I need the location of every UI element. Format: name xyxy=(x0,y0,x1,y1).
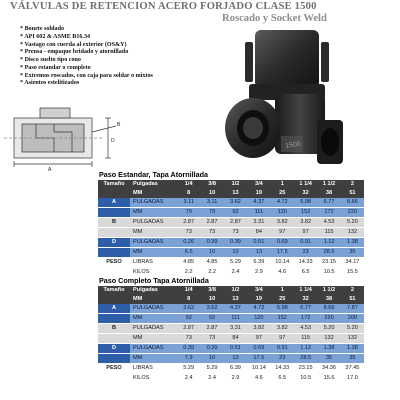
valve-cross-section-drawing xyxy=(0,104,130,172)
header-size-inch: 2 xyxy=(341,180,364,189)
table-cell: 97 xyxy=(271,228,294,238)
row-label xyxy=(98,314,130,324)
row-unit: PULGADAS xyxy=(130,304,177,314)
header-size-mm: 10 xyxy=(200,295,223,304)
table-cell: 1.38 xyxy=(341,238,364,248)
table-row xyxy=(98,354,364,364)
table-cell: 3.62 xyxy=(224,198,247,208)
header-blank xyxy=(98,295,130,304)
feature-item: * Extremos roscados, con caja para soldar o mixtos xyxy=(20,73,153,81)
table-cell: 73 xyxy=(224,228,247,238)
table-cell: 0.69 xyxy=(271,238,294,248)
header-size-mm: 13 xyxy=(224,189,247,198)
row-label: B xyxy=(98,218,130,228)
table-cell: 97 xyxy=(294,228,317,238)
row-label xyxy=(98,208,130,218)
table-cell: 4.85 xyxy=(200,258,223,268)
table-cell: 10 xyxy=(224,248,247,258)
table-cell: 84 xyxy=(224,334,247,344)
row-unit: MM xyxy=(130,228,177,238)
table-cell: 5.29 xyxy=(224,258,247,268)
table-cell: 73 xyxy=(177,334,200,344)
table-cell: 10 xyxy=(200,248,223,258)
row-unit: PULGADAS xyxy=(130,324,177,334)
table-cell: 172 xyxy=(294,314,317,324)
table-cell: 35 xyxy=(341,248,364,258)
table-cell: 3.11 xyxy=(200,198,223,208)
table-row xyxy=(98,258,364,268)
table-cell: 1.38 xyxy=(341,344,364,354)
row-unit: PULGADAS xyxy=(130,218,177,228)
row-unit: PULGADAS xyxy=(130,344,177,354)
table-cell: 4.6 xyxy=(271,268,294,278)
table-cell: 5.29 xyxy=(200,364,223,374)
header-size-mm: 51 xyxy=(341,189,364,198)
table-cell: 132 xyxy=(317,334,340,344)
table-cell: 37.45 xyxy=(341,364,364,374)
table-cell: 4.37 xyxy=(224,304,247,314)
table-cell: 2.87 xyxy=(177,218,200,228)
table-row xyxy=(98,218,364,228)
dimension-label-a: A xyxy=(48,167,52,172)
table-cell: 17.5 xyxy=(271,248,294,258)
row-unit: LIBRAS xyxy=(130,364,177,374)
table-cell: 5.20 xyxy=(341,324,364,334)
row-label: PESO xyxy=(98,364,130,374)
table-cell: 73 xyxy=(177,228,200,238)
row-label xyxy=(98,354,130,364)
feature-item: * API 602 & ASME B16.34 xyxy=(20,34,153,42)
header-inch-label: Pulgadas xyxy=(130,180,177,189)
header-size-label: Tamaño xyxy=(98,180,130,189)
header-size-inch: 1 1/4 xyxy=(294,286,317,295)
header-size-mm: 19 xyxy=(247,295,270,304)
row-unit: MM xyxy=(130,208,177,218)
table-cell: 1.12 xyxy=(317,238,340,248)
table-cell: 7.9 xyxy=(177,354,200,364)
row-label: D xyxy=(98,238,130,248)
table-row xyxy=(98,198,364,208)
header-size-inch: 1 1/2 xyxy=(317,180,340,189)
feature-item: * Paso estandar o completo xyxy=(20,65,153,73)
table-cell: 10 xyxy=(200,354,223,364)
table-row xyxy=(98,324,364,334)
table-cell: 28.5 xyxy=(317,248,340,258)
header-blank xyxy=(98,189,130,198)
table-cell: 0.91 xyxy=(271,344,294,354)
row-unit: MM xyxy=(130,248,177,258)
table-cell: 5.29 xyxy=(177,364,200,374)
table-cell: 3.31 xyxy=(224,324,247,334)
table-cell: 8.66 xyxy=(317,304,340,314)
table-header-row xyxy=(98,286,364,295)
header-size-inch: 1/4 xyxy=(177,180,200,189)
row-label: B xyxy=(98,324,130,334)
table-title-full: Paso Completo Tapa Atornillada xyxy=(99,276,209,285)
table-cell: 152 xyxy=(271,314,294,324)
table-cell: 13 xyxy=(247,248,270,258)
table-full-bore xyxy=(98,286,364,384)
header-size-inch: 1 xyxy=(271,180,294,189)
header-size-mm: 32 xyxy=(294,295,317,304)
header-size-mm: 51 xyxy=(341,295,364,304)
row-label: PESO xyxy=(98,258,130,268)
table-cell: 4.85 xyxy=(177,258,200,268)
table-cell: 2.87 xyxy=(200,218,223,228)
table-cell: 111 xyxy=(224,314,247,324)
table-header-row xyxy=(98,180,364,189)
table-cell: 10.5 xyxy=(317,268,340,278)
feature-list xyxy=(20,26,153,88)
table-row xyxy=(98,228,364,238)
table-row xyxy=(98,208,364,218)
table-cell: 220 xyxy=(341,208,364,218)
table-cell: 23.15 xyxy=(294,364,317,374)
table-cell: 6.39 xyxy=(224,364,247,374)
table-cell: 5.98 xyxy=(294,198,317,208)
row-label xyxy=(98,228,130,238)
table-cell: 132 xyxy=(341,334,364,344)
table-cell: 172 xyxy=(317,208,340,218)
table-cell: 4.53 xyxy=(294,324,317,334)
header-size-mm: 38 xyxy=(317,295,340,304)
table-cell: 92 xyxy=(177,314,200,324)
valve-marking-text: 1500 xyxy=(284,140,302,150)
header-size-inch: 1/4 xyxy=(177,286,200,295)
table-cell: 0.26 xyxy=(177,238,200,248)
row-unit: KILOS xyxy=(130,374,177,384)
header-inch-label: Pulgadas xyxy=(130,286,177,295)
table-cell: 28.5 xyxy=(294,354,317,364)
header-mm-label: MM xyxy=(130,295,177,304)
table-cell: 5.20 xyxy=(341,218,364,228)
table-cell: 34.36 xyxy=(317,364,340,374)
table-cell: 3.62 xyxy=(177,304,200,314)
feature-item: * Disco suelto tipo cono xyxy=(20,57,153,65)
table-cell: 1.38 xyxy=(317,344,340,354)
table-cell: 152 xyxy=(294,208,317,218)
header-size-inch: 3/8 xyxy=(200,286,223,295)
table-cell: 0.39 xyxy=(200,344,223,354)
table-cell: 0.69 xyxy=(247,344,270,354)
table-cell: 8.66 xyxy=(341,198,364,208)
table-cell: 2.87 xyxy=(177,324,200,334)
table-cell: 13 xyxy=(224,354,247,364)
table-cell: 220 xyxy=(317,314,340,324)
table-cell: 2.4 xyxy=(177,374,200,384)
table-row xyxy=(98,304,364,314)
row-unit: MM xyxy=(130,354,177,364)
table-cell: 17.5 xyxy=(247,354,270,364)
header-size-inch: 3/8 xyxy=(200,180,223,189)
header-size-mm: 8 xyxy=(177,295,200,304)
table-cell: 6.77 xyxy=(317,198,340,208)
table-cell: 97 xyxy=(247,334,270,344)
table-cell: 0.39 xyxy=(224,238,247,248)
feature-item: * Prensa - empaque bridado y atornillado xyxy=(20,49,153,57)
dimension-label-b: B xyxy=(117,122,121,128)
row-unit: MM xyxy=(130,334,177,344)
row-unit: PULGADAS xyxy=(130,198,177,208)
header-size-inch: 1/2 xyxy=(224,286,247,295)
table-cell: 6.5 xyxy=(294,268,317,278)
header-size-mm: 19 xyxy=(247,189,270,198)
table-header-row xyxy=(98,189,364,198)
table-cell: 3.82 xyxy=(294,218,317,228)
table-header-row xyxy=(98,295,364,304)
header-size-mm: 32 xyxy=(294,189,317,198)
table-cell: 2.2 xyxy=(200,268,223,278)
header-size-mm: 8 xyxy=(177,189,200,198)
page-title: VÁLVULAS DE RETENCION ACERO FORJADO CLASE 1500 xyxy=(10,1,317,12)
row-unit: MM xyxy=(130,314,177,324)
dimension-label-d: D xyxy=(111,138,115,144)
page-subtitle: Roscado y Socket Weld xyxy=(222,13,327,24)
row-label: A xyxy=(98,304,130,314)
table-cell: 2.9 xyxy=(247,268,270,278)
table-cell: 120 xyxy=(247,314,270,324)
table-cell: 200 xyxy=(341,314,364,324)
row-label: A xyxy=(98,198,130,208)
valve-photo xyxy=(209,24,354,172)
table-row xyxy=(98,248,364,258)
table-cell: 34.17 xyxy=(341,258,364,268)
table-cell: 73 xyxy=(200,334,223,344)
header-size-inch: 1 xyxy=(271,286,294,295)
table-cell: 4.72 xyxy=(271,198,294,208)
header-mm-label: MM xyxy=(130,189,177,198)
table-cell: 10.14 xyxy=(271,258,294,268)
table-cell: 23.15 xyxy=(317,258,340,268)
row-unit: LIBRAS xyxy=(130,258,177,268)
table-row xyxy=(98,334,364,344)
table-cell: 92 xyxy=(224,208,247,218)
row-unit: PULGADAS xyxy=(130,238,177,248)
table-cell: 2.9 xyxy=(224,374,247,384)
header-size-inch: 1 1/2 xyxy=(317,286,340,295)
table-cell: 17.0 xyxy=(341,374,364,384)
table-cell: 4.72 xyxy=(247,304,270,314)
table-cell: 3.82 xyxy=(271,218,294,228)
table-cell: 0.39 xyxy=(177,344,200,354)
row-label: D xyxy=(98,344,130,354)
table-cell: 2.87 xyxy=(224,218,247,228)
table-cell: 79 xyxy=(177,208,200,218)
header-size-label: Tamaño xyxy=(98,286,130,295)
table-cell: 35 xyxy=(317,354,340,364)
table-cell: 4.53 xyxy=(317,218,340,228)
table-cell: 23 xyxy=(271,354,294,364)
table-row xyxy=(98,344,364,354)
table-cell: 6.77 xyxy=(294,304,317,314)
table-cell: 15.6 xyxy=(317,374,340,384)
table-cell: 1.12 xyxy=(294,344,317,354)
table-cell: 6.39 xyxy=(247,258,270,268)
feature-item: * Bonete soldado xyxy=(20,26,153,34)
table-cell: 5.20 xyxy=(317,324,340,334)
header-size-mm: 10 xyxy=(200,189,223,198)
table-cell: 3.62 xyxy=(200,304,223,314)
table-cell: 14.33 xyxy=(294,258,317,268)
table-cell: 97 xyxy=(271,334,294,344)
table-cell: 14.33 xyxy=(271,364,294,374)
table-cell: 115 xyxy=(317,228,340,238)
table-cell: 10.14 xyxy=(247,364,270,374)
table-cell: 3.31 xyxy=(247,218,270,228)
table-cell: 6.5 xyxy=(271,374,294,384)
header-size-inch: 3/4 xyxy=(247,180,270,189)
header-size-inch: 1 1/4 xyxy=(294,180,317,189)
table-cell: 3.11 xyxy=(177,198,200,208)
table-cell: 4.6 xyxy=(247,374,270,384)
feature-item: * Vastago con cuerda al exterior (OS&Y) xyxy=(20,42,153,50)
table-title-standard: Paso Estandar, Tapa Atornillada xyxy=(99,170,209,179)
table-cell: 0.39 xyxy=(200,238,223,248)
table-cell: 115 xyxy=(294,334,317,344)
table-cell: 2.4 xyxy=(224,268,247,278)
table-cell: 7.87 xyxy=(341,304,364,314)
header-size-mm: 38 xyxy=(317,189,340,198)
table-row xyxy=(98,364,364,374)
table-row xyxy=(98,374,364,384)
table-cell: 3.82 xyxy=(271,324,294,334)
table-cell: 35 xyxy=(341,354,364,364)
table-cell: 84 xyxy=(247,228,270,238)
table-cell: 10.5 xyxy=(294,374,317,384)
table-cell: 2.2 xyxy=(177,268,200,278)
table-cell: 15.5 xyxy=(341,268,364,278)
header-size-mm: 25 xyxy=(271,295,294,304)
table-cell: 4.37 xyxy=(247,198,270,208)
table-cell: 3.82 xyxy=(247,324,270,334)
row-unit: KILOS xyxy=(130,268,177,278)
table-standard-bore xyxy=(98,180,364,278)
table-cell: 0.91 xyxy=(294,238,317,248)
table-cell: 2.4 xyxy=(200,374,223,384)
table-cell: 0.51 xyxy=(247,238,270,248)
row-label xyxy=(98,374,130,384)
table-cell: 120 xyxy=(271,208,294,218)
row-label xyxy=(98,334,130,344)
table-cell: 73 xyxy=(200,228,223,238)
table-cell: 2.87 xyxy=(200,324,223,334)
table-cell: 92 xyxy=(200,314,223,324)
header-size-inch: 3/4 xyxy=(247,286,270,295)
feature-item: * Asientos estelitizados xyxy=(20,80,153,88)
table-cell: 79 xyxy=(200,208,223,218)
table-cell: 132 xyxy=(341,228,364,238)
header-size-mm: 25 xyxy=(271,189,294,198)
table-cell: 23 xyxy=(294,248,317,258)
header-size-mm: 13 xyxy=(224,295,247,304)
table-cell: 111 xyxy=(247,208,270,218)
table-row xyxy=(98,314,364,324)
table-cell: 6.5 xyxy=(177,248,200,258)
table-cell: 0.51 xyxy=(224,344,247,354)
row-label xyxy=(98,248,130,258)
table-row xyxy=(98,238,364,248)
header-size-inch: 1/2 xyxy=(224,180,247,189)
table-cell: 5.98 xyxy=(271,304,294,314)
header-size-inch: 2 xyxy=(341,286,364,295)
